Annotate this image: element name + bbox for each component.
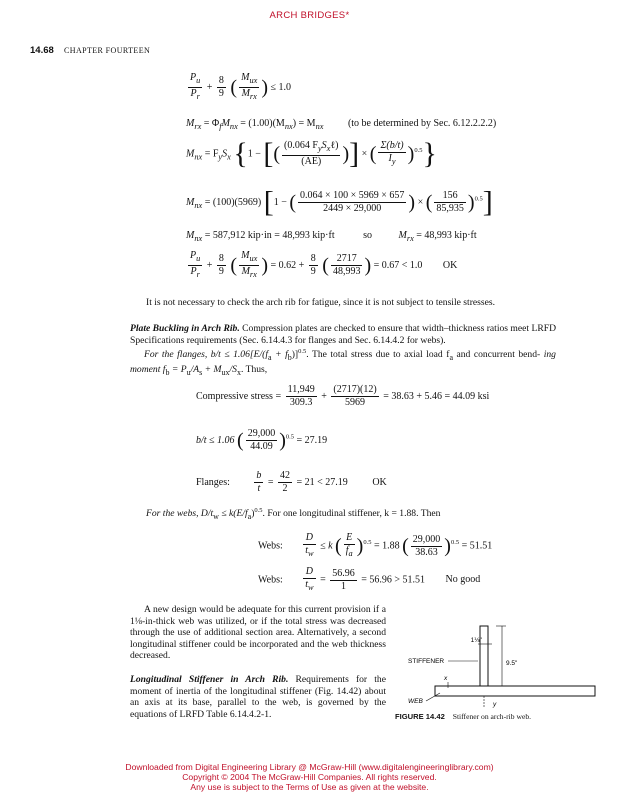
equation-flange-limit: b/t ≤ 1.06 ( $\frac{29,000}{44.09}$ )$^{0.5}$ = 27.19 <box>196 428 328 452</box>
stiffener-plate <box>480 626 488 686</box>
web-label: WEB <box>408 698 423 705</box>
paragraph-flanges: For the flanges, $b/t \le 1.06[E/(f_a + f_b)]^{0.5}$. The total stress due to axial load $f_a$ and concurrent bend- ing moment $f_b = P_u/A_s + M_{ux}/S_x$. Thus, <box>130 348 556 377</box>
download-footer <box>0 762 619 792</box>
equation-compressive-stress: Compressive stress = $\frac{11,949}{309.3}$ + $\frac{(2717)(12)}{5969}$ = 38.63 + 5.46 = 44.09 ksi <box>196 384 490 408</box>
equation-interaction-result: $\frac{P_u}{P_r}$ + $\frac{8}{9}$ ( $\frac{M_{ux}}{M_{rx}}$ ) = 0.62 + $\frac{8}{9}$ ( $\frac{2717}{48,993}$ ) = 0.67 < 1.0 OK <box>190 250 458 279</box>
page-header <box>30 45 150 56</box>
equation-webs-limit: Webs: $\frac{D}{t_w}$ ≤ k ( $\frac{E}{f_a}$ )$^{0.5}$ = 1.88 ( $\frac{29,000}{38.63}$ )$^{0.5}$ = 51.51 <box>258 532 493 558</box>
equation-mrx: $M_{rx} = \Phi_fM_{nx} = (1.00)(M_{nx}) = M_{nx}$ (to be determined by Sec. 6.12.2.2.2) <box>186 118 497 131</box>
equation-interaction-check: $\frac{P_u}{P_r}$ + $\frac{8}{9}$ ( $\frac{M_{ux}}{M_{rx}}$ ) ≤ 1.0 <box>190 72 291 101</box>
footer-line-1[interactable]: Downloaded from Digital Engineering Library @ McGraw-Hill (www.digitalengineeringlibrary.com) <box>125 762 494 772</box>
figure-stiffener-diagram <box>400 618 600 718</box>
footer-line-3[interactable]: Any use is subject to the Terms of Use as given at the website. <box>190 782 429 792</box>
height-label: 9.5" <box>506 660 518 667</box>
stiffener-label: STIFFENER <box>408 658 445 665</box>
equation-mnx-result: $M_{nx} = 587,912$ kip·in = 48,993 kip·ft so $M_{rx} = 48,993$ kip·ft <box>186 230 477 243</box>
paragraph-longitudinal-stiffener: Longitudinal Stiffener in Arch Rib. Requirements for the moment of inertia of the longitudinal stiffener (Fig. 14.42) about an axis at its base, parallel to the web, is governed by the equations of LRFD Table 6.14.4.2-1. <box>130 674 386 720</box>
paragraph-webs: For the webs, $D/t_w \le k(E/f_a)^{0.5}$. For one longitudinal stiffener, k = 1.88. Then <box>146 507 441 522</box>
paragraph-plate-buckling: Plate Buckling in Arch Rib. Compression plates are checked to ensure that width–thickness ratios meet LRFD Specifications requirements (Sec. 6.14.4.3 for flanges and Sec. 6.14.4.2 for webs). <box>130 323 556 346</box>
page-number: 14.68 <box>30 45 54 56</box>
equation-flanges-check: Flanges: $\frac{b}{t}$ = $\frac{42}{2}$ = 21 < 27.19 OK <box>196 470 387 494</box>
equation-mnx-general: $M_{nx} = F_yS_x$ {1 − [( $\frac{(0.064 F_yS_x\ell)}{(AE)}$ )] × ( $\frac{\Sigma(b/t)}{I_y}$ )$^{0.5}$} <box>186 137 437 170</box>
chapter-title: CHAPTER FOURTEEN <box>64 46 151 55</box>
web-plate <box>435 686 595 696</box>
equation-webs-check: Webs: $\frac{D}{t_w}$ = $\frac{56.96}{1}$ = 56.96 > 51.51 No good <box>258 566 481 592</box>
equation-mnx-numeric: $M_{nx} = (100)(5969) [1$ − ( $\frac{0.064 \times 100 \times 5969 \times 657}{2449 \times 29,000}$ ) × ( $\frac{156}{85,935}$ )$^{0.5}$] <box>186 185 493 219</box>
top-banner: ARCH BRIDGES* <box>269 10 350 21</box>
paragraph-new-design: A new design would be adequate for this current provision if a 1⅛-in-thick web was utilized, or if the total stress was decreased through the use of additional section area. Alternatively, a second longitudinal stiffener could be incorporated and the web thickness decreased. <box>130 604 386 662</box>
width-label: 1⅛" <box>470 637 482 644</box>
figure-caption: FIGURE 14.42 Stiffener on arch-rib web. <box>395 712 532 721</box>
paragraph-fatigue: It is not necessary to check the arch rib for fatigue, since it is not subject to tensile stresses. <box>146 297 496 308</box>
axis-x-label: x <box>444 675 448 682</box>
footer-line-2: Copyright © 2004 The McGraw-Hill Companies. All rights reserved. <box>182 772 437 782</box>
axis-y-label: y <box>493 701 497 708</box>
